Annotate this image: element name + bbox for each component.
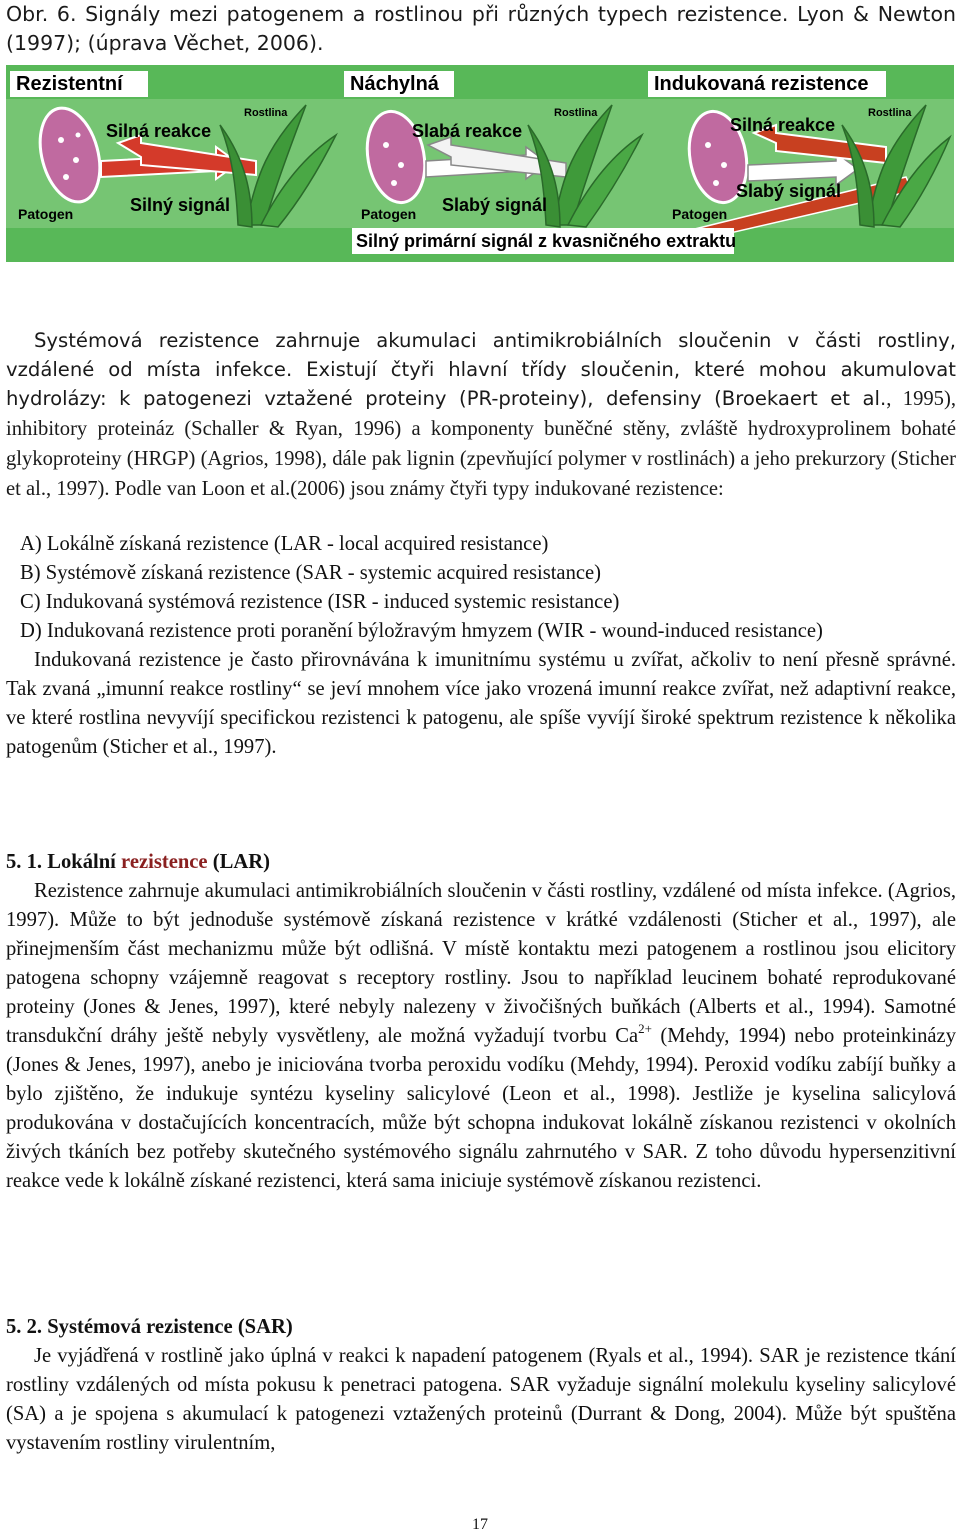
plant-label-1: Rostlina	[244, 107, 288, 119]
panel-3-title: Indukovaná rezistence	[654, 73, 869, 95]
section-lar-text: Rezistence zahrnuje akumulaci antimikrobiálních sloučenin v části rostliny, vzdálené od místa infekce. (Agrios, 1997). Může to být jednoduše systémově získaná rezistence v krátké vzdálenosti (Sticher et al., 1997), ale přinejmenším část mechanizmu může být odlišná. V místě kontaktu mezi patogenem a rostlinou jsou elicitory patogena schopny vzájemně reagovat s receptory rostliny. Jsou to například leucinem bohaté reprodukované proteiny (Jones & Jenes, 1997), které nebyly nalezeny v živočišných buňkách (Alberts et al., 1994). Samotné transdukční dráhy ještě nebyly vysvětleny, ale možná vyžadují tvorbu $Ca^{2+}$ (Mehdy, 1994) nebo proteinkinázy (Jones & Jenes, 1997), anebo je iniciována tvorba peroxidu vodíku (Mehdy, 1994). Peroxid vodíku zabíjí buňky a bylo zjištěno, že indukuje syntézu kyseliny salicylové (Leon et al., 1998). Jestliže je kyselina salicylová produkována v dostačujících koncentracích, může být schopna indukovat lokálně získanou rezistenci v okolních živých tkáních bez potřeby skutečného systémového signálu zahrnutého v SAR. Z toho důvodu hypersenzitivní reakce vede k lokálně získané rezistenci, která sama iniciuje systémově získanou rezistenci.	[6, 880, 956, 1192]
section-sar-text: Je vyjádřená v rostlině jako úplná v reakci k napadení patogenem (Ryals et al., 1994). SAR je rezistence tkání rostliny vzdálených od místa pokusu k penetraci patogena. SAR vyžaduje signální molekulu kyseliny salicylové (SA) a je spojena s akumulací k patogenezi vztažených proteinů (Durrant & Dong, 2004). Může být spuštěna vystavením rostliny virulentním,	[6, 1345, 956, 1454]
panel-1-title: Rezistentní	[16, 73, 123, 95]
section-lar-heading: 5. 1. Lokální rezistence (LAR)	[6, 851, 270, 873]
immunity-paragraph: Indukovaná rezistence je často přirovnávána k imunitnímu systému u zvířat, ačkoliv to není přesně správné. Tak zvaná „imunní reakce rostliny“ se jeví mnohem více jako vrozená imunní reakce zvířat, než adaptivní reakce, ve které rostlina nevyvíjí specifickou rezistenci k patogenu, ale spíše vyvíjí široké spektrum rezistence k několika patogenům (Sticher et al., 1997).	[6, 649, 956, 758]
sar-intro-line2: Existují čtyři hlavní třídy sloučenin, které mohou akumulovat hydrolázy: k patogenezi vztažené proteiny (PR-proteiny), defensiny (Broekaert et al.	[6, 358, 956, 410]
resistance-signals-figure	[6, 65, 954, 262]
figure-caption: Obr. 6. Signály mezi patogenem a rostlinou při různých typech rezistence. Lyon & Newton (1997); (úprava Věchet, 2006).	[6, 2, 956, 55]
section-sar	[6, 1313, 956, 1458]
plant-label-2: Rostlina	[554, 107, 598, 119]
reaction-label-1: Silná reakce	[106, 121, 212, 141]
figure-illustration	[6, 65, 954, 262]
resistance-type-lar: A) Lokálně získaná rezistence (LAR - local acquired resistance)	[20, 533, 549, 555]
sar-intro-line1: Systémová rezistence zahrnuje akumulaci antimikrobiálních sloučenin v části rostliny, vzdálené od místa infekce.	[6, 329, 956, 381]
reaction-label-3: Silná reakce	[730, 115, 836, 135]
signal-label-1: Silný signál	[130, 195, 231, 215]
resistance-type-wir: D) Indukovaná rezistence proti poranění býložravým hmyzem (WIR - wound-induced resistance)	[20, 620, 823, 642]
plant-label-3: Rostlina	[868, 107, 912, 119]
pathogen-label-2: Patogen	[361, 206, 417, 222]
signal-label-2: Slabý signál	[442, 195, 548, 215]
resistance-types-list	[6, 530, 956, 646]
panel-2-title: Náchylná	[350, 73, 439, 95]
resistance-type-isr: C) Indukovaná systémová rezistence (ISR - induced systemic resistance)	[20, 591, 620, 613]
sar-intro-continuation: , 1995), inhibitory proteináz (Schaller & Ryan, 1996) a komponenty buněčné stěny, zvláště hydroxyprolinem bohaté glykoproteiny (HRGP) (Agrios, 1998), dále pak lignin (zpevňující polymer v rostlinách) a jeho prekurzory (Sticher et al., 1997). Podle van Loon et al.(2006) jsou známy čtyři typy indukované rezistence:	[6, 388, 956, 500]
sar-intro-paragraph	[6, 326, 956, 504]
signal-label-3: Slabý signál	[736, 181, 842, 201]
figure-footer-label: Silný primární signál z kvasničného extraktu	[356, 231, 737, 251]
pathogen-label-3: Patogen	[672, 206, 728, 222]
resistance-types-block	[6, 530, 956, 762]
page-number: 17	[472, 1516, 488, 1533]
reaction-label-2: Slabá reakce	[412, 121, 523, 141]
calcium-superscript: 2+	[638, 1021, 652, 1036]
resistance-type-sar: B) Systémově získaná rezistence (SAR - systemic acquired resistance)	[20, 562, 602, 584]
section-lar	[6, 848, 956, 1196]
pathogen-label-1: Patogen	[18, 206, 74, 222]
section-sar-heading: 5. 2. Systémová rezistence (SAR)	[6, 1316, 293, 1338]
